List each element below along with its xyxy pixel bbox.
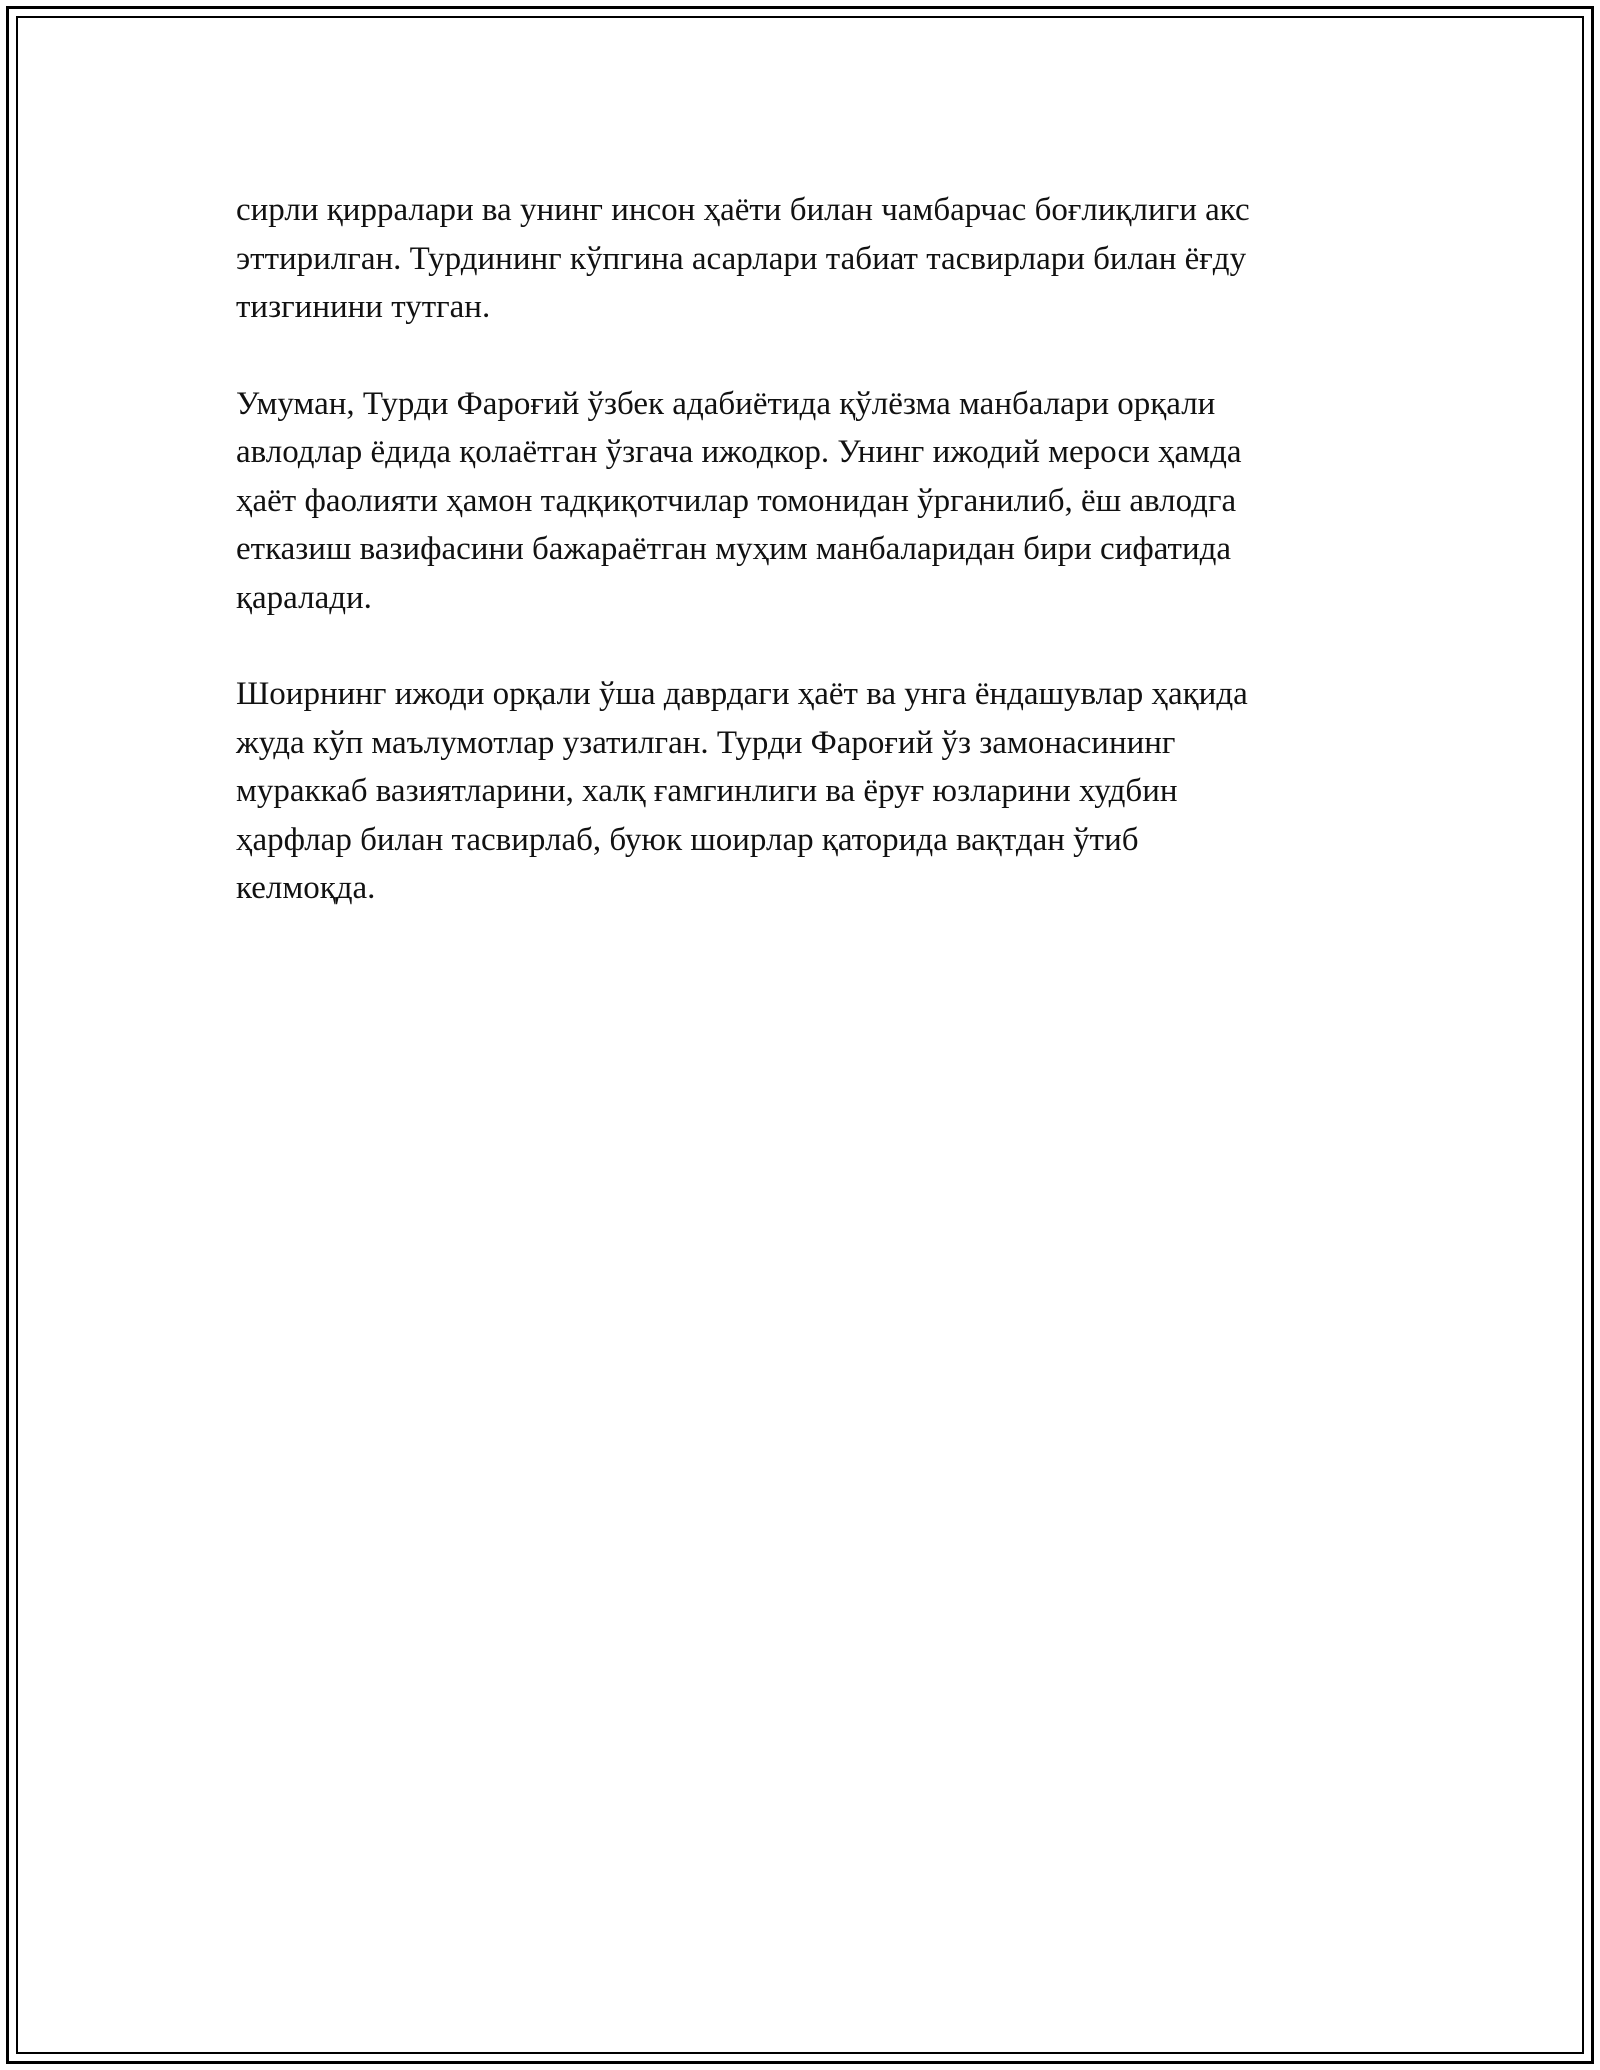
text-line: келмоқда.: [236, 870, 376, 906]
text-line: тизгинини тутган.: [236, 289, 491, 325]
text-line: Шоирнинг ижоди орқали ўша даврдаги ҳаёт ва унга ёндашувлар ҳақида: [236, 676, 1248, 712]
text-line: эттирилган. Турдининг кўпгина асарлари табиат тасвирлари билан ёғду: [236, 240, 1247, 277]
text-line: авлодлар ёдида қолаётган ўзгача ижодкор. Унинг ижодий мероси ҳамда: [236, 434, 1242, 470]
document-body: [236, 186, 1366, 913]
paragraph: [236, 380, 1366, 623]
text-line: ҳаёт фаолияти ҳамон тадқиқотчилар томонидан ўрганилиб, ёш авлодга: [236, 482, 1237, 519]
text-line: мураккаб вазиятларини, халқ ғамгинлиги ва ёруғ юзларини худбин: [236, 773, 1178, 809]
text-line: қаралади.: [236, 579, 372, 616]
text-line: жуда кўп маълумотлар узатилган. Турди Фароғий ўз замонасининг: [236, 724, 1176, 761]
text-line: ҳарфлар билан тасвирлаб, буюк шоирлар қаторида вақтдан ўтиб: [236, 821, 1139, 858]
paragraph: [236, 186, 1366, 332]
text-line: етказиш вазифасини бажараётган муҳим манбаларидан бири сифатида: [236, 531, 1232, 567]
text-line: сирли қирралари ва унинг инсон ҳаёти билан чамбарчас боғлиқлиги акс: [236, 192, 1250, 228]
text-line: Умуман, Турди Фароғий ўзбек адабиётида қўлёзма манбалари орқали: [236, 385, 1216, 422]
paragraph: [236, 670, 1366, 913]
